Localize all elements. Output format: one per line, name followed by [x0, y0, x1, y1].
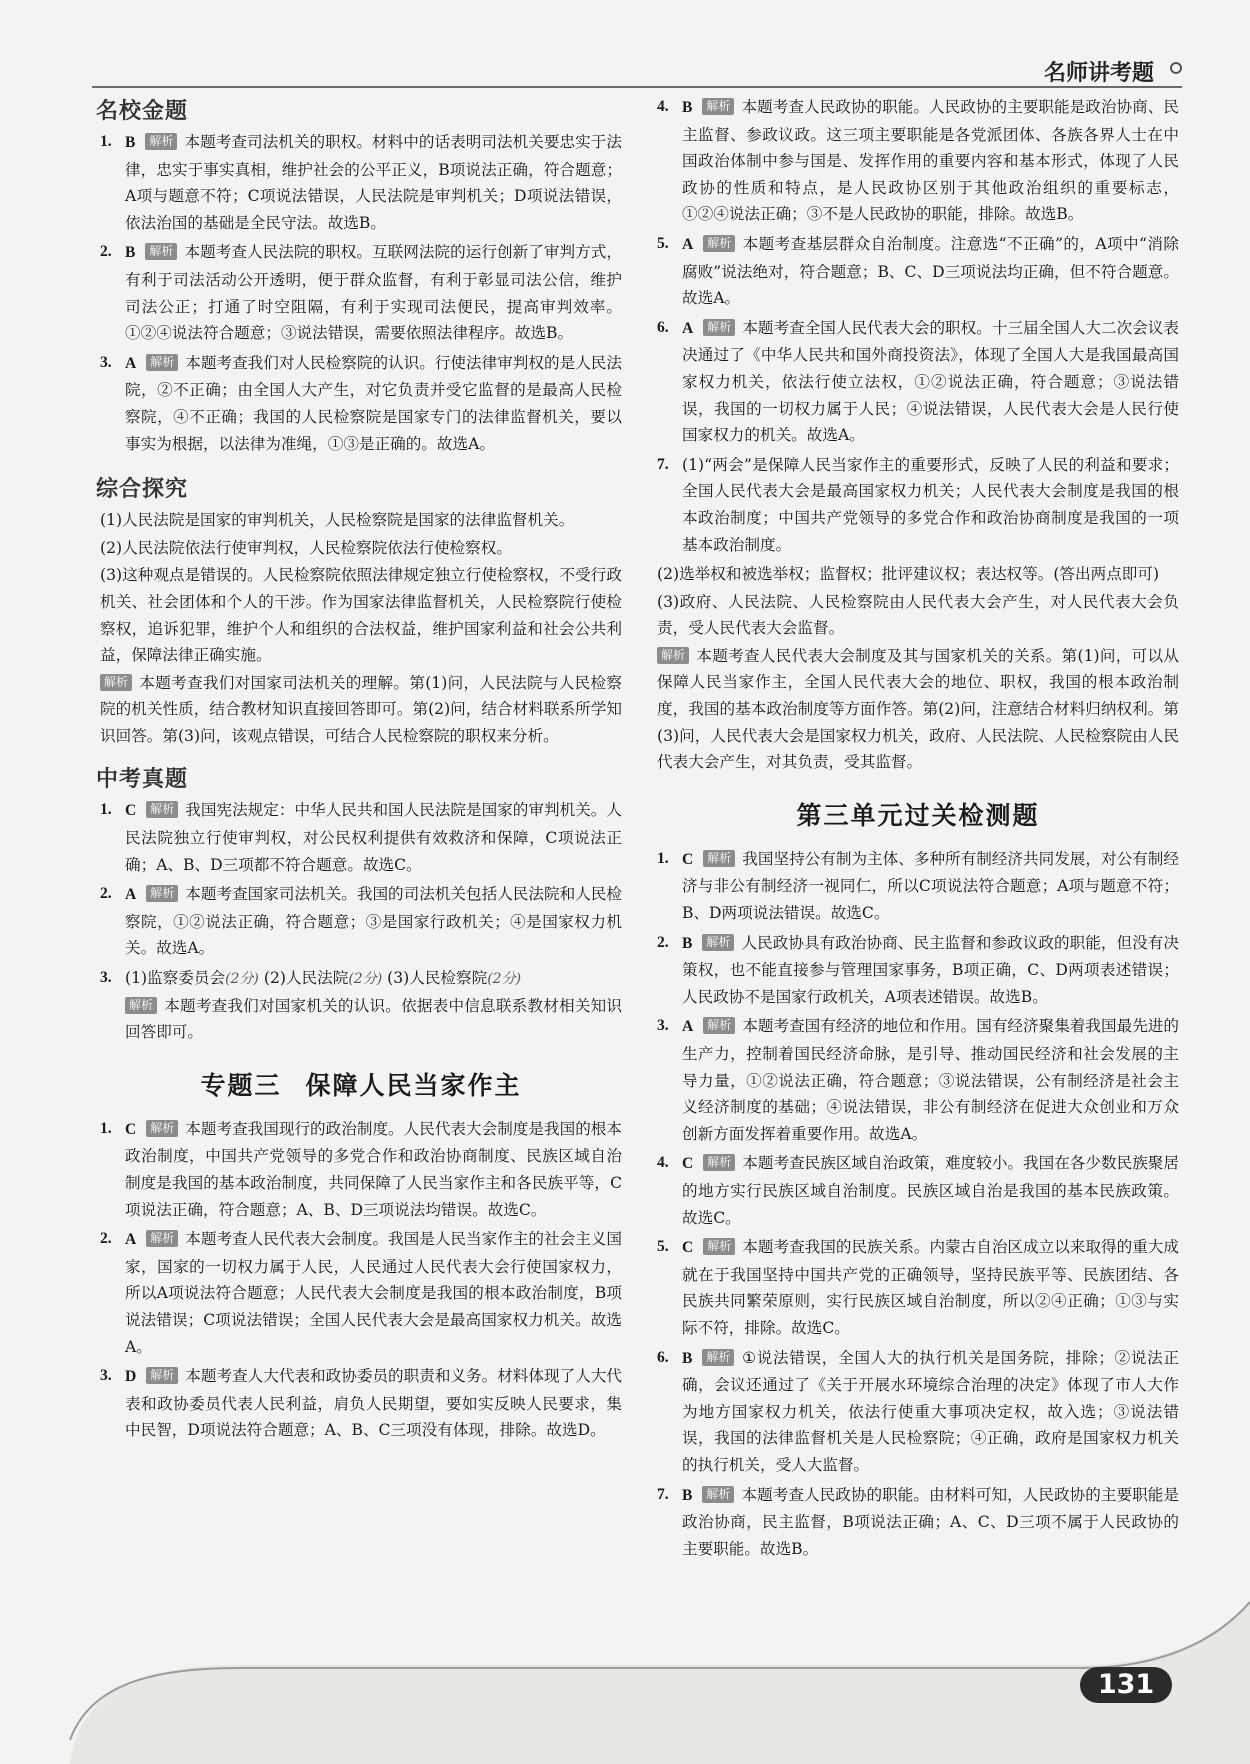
analysis-tag: 解析 — [703, 1238, 735, 1255]
score: (2分) — [487, 971, 522, 988]
answer-item — [657, 846, 1179, 927]
answer-item — [100, 1363, 622, 1444]
analysis-tag: 解析 — [146, 1230, 178, 1247]
item-answer: C — [125, 1120, 137, 1138]
section-title: 中考真题 — [96, 767, 189, 793]
answer-item — [100, 1226, 622, 1360]
item-text: 本题考查人民法院的职权。互联网法院的运行创新了审判方式，有利于司法活动公开透明，便于群众监督，有利于彰显司法公信，维护司法公正；打通了时空阻隔，有利于实现司法便民，提高审判效率。①②④说法符合题意；③说法错误，需要依照法律程序。故选B。 — [125, 243, 622, 343]
item-number: 6. — [657, 318, 669, 336]
analysis-text: 本题考查人民代表大会制度及其与国家机关的关系。第(1)问，可以从保障人民当家作主，全国人民代表大会的地位、职权，我国的根本政治制度，我国的基本政治制度等方面作答。第(2)问，注意结合材料归纳权利。第(3)问，人民代表大会是国家权力机关，政府、人民法院、人民检察院由人民代表大会产生，对其负责，受其监督。 — [657, 646, 1179, 772]
answer-item — [100, 797, 622, 878]
item-text: ①说法错误，全国人大的执行机关是国务院，排除；②说法正确，会议还通过了《关于开展水环境综合治理的决定》体现了市人大作为地方国家权力机关，依法行使重大事项决定权，故入选；③说法错误，我国的法律监督机关是人民检察院；④正确，政府是国家权力机关的执行机关，受人大监督。 — [682, 1348, 1179, 1474]
item-answer: B — [682, 1486, 693, 1504]
analysis-tag: 解析 — [702, 934, 734, 951]
analysis-tag: 解析 — [125, 997, 157, 1014]
item-text: 本题考查国有经济的地位和作用。国有经济聚集着我国最先进的生产力，控制着国民经济命脉，是引导、推动国民经济和社会发展的主导力量，①②说法正确，符合题意；③说法错误，公有制经济是社会主义经济制度的基础；④说法错误，非公有制经济在促进大众创业和万众创新方面发挥着重要作用。故选A。 — [682, 1017, 1179, 1143]
item-number: 7. — [657, 1485, 669, 1503]
analysis-tag: 解析 — [703, 319, 735, 336]
item-answer: C — [682, 1155, 694, 1173]
item-text: 我国宪法规定：中华人民共和国人民法院是国家的审判机关。人民法院独立行使审判权，对公民权利提供有效救济和保障，C项说法正确；A、B、D三项都不符合题意。故选C。 — [125, 801, 622, 874]
item-number: 4. — [657, 1154, 669, 1172]
item-answer: B — [682, 99, 693, 116]
answer-item — [657, 1013, 1179, 1147]
item-number: 6. — [657, 1348, 669, 1366]
item-number: 5. — [657, 234, 669, 252]
item-answer: A — [125, 354, 137, 372]
header-title: 名师讲考题 — [1043, 61, 1154, 86]
item-text: 我国坚持公有制为主体、多种所有制经济共同发展，对公有制经济与非公有制经济一视同仁，所以C项说法符合题意；A项与题意不符；B、D两项说法错误。故选C。 — [682, 849, 1179, 923]
item-answer: A — [125, 886, 137, 904]
item-number: 1. — [100, 801, 112, 819]
section-title: 综合探究 — [96, 477, 189, 503]
item-text: 本题考查人民政协的职能。人民政协的主要职能是政治协商、民主监督、参政议政。这三项主要职能是各党派团体、各族各界人士在中国政治体制中参与国是、发挥作用的重要内容和基本形式，体现了人民政协的性质和特点，是人民政协区别于其他政治组织的重要标志，①②④说法正确；③不是人民政协的职能，排除。故选B。 — [682, 98, 1179, 224]
item-text: 本题考查基层群众自治制度。注意选“不正确”的，A项中“消除腐败”说法绝对，符合题意；B、C、D三项说法均正确，但不符合题意。故选A。 — [682, 234, 1179, 308]
answer-item — [657, 930, 1179, 1011]
left-column — [96, 94, 622, 1447]
answer-part: (2)人民法院 — [263, 969, 349, 988]
item-text: 本题考查人民代表大会制度。我国是人民当家作主的社会主义国家，国家的一切权力属于人民，人民通过人民代表大会行使国家权力，所以A项说法符合题意；人民代表大会制度是我国的根本政治制度，B项说法错误；C项说法错误；全国人民代表大会是最高国家权力机关。故选A。 — [125, 1230, 622, 1356]
item-answer: B — [682, 1349, 693, 1367]
answer-part: (1)监察委员会 — [125, 969, 226, 988]
item-text: 本题考查我们对人民检察院的认识。行使法律审判权的是人民法院，②不正确；由全国人大产生，对它负责并受它监督的是最高人民检察院，④不正确；我国的人民检察院是国家专门的法律监督机关，要以事实为根据，以法律为准绳，①③是正确的。故选A。 — [125, 353, 622, 453]
answer-part: (3)人民检察院 — [387, 969, 488, 988]
answer-paragraph: (1)人民法院是国家的审判机关，人民检察院是国家的法律监督机关。 — [100, 511, 575, 530]
analysis-tag: 解析 — [146, 885, 178, 902]
item-text: 本题考查我国现行的政治制度。人民代表大会制度是我国的根本政治制度，中国共产党领导的多党合作和政治协商制度、民族区域自治制度是我国的基本政治制度，共同保障了人民当家作主和各民族平等，C项说法正确，符合题意；A、B、D三项说法均错误。故选C。 — [125, 1119, 622, 1219]
analysis-tag: 解析 — [703, 1017, 735, 1034]
analysis-text: 本题考查我们对国家司法机关的理解。第(1)问，人民法院与人民检察院的机关性质，结合教材知识直接回答即可。第(2)问，结合材料联系所学知识回答。第(3)问，该观点错误，可结合人民检察院的职权来分析。 — [100, 673, 622, 745]
chapter-name: 保障人民当家作主 — [305, 1070, 522, 1100]
item-number: 5. — [657, 1238, 669, 1256]
analysis-tag: 解析 — [702, 98, 734, 115]
item-answer: A — [682, 319, 694, 337]
chapter-title — [100, 1066, 622, 1102]
analysis-paragraph — [657, 643, 1179, 776]
item-answer: C — [682, 1239, 694, 1257]
item-answer: C — [125, 802, 137, 820]
answer-paragraph: (2)人民法院依法行使审判权，人民检察院依法行使检察权。 — [100, 538, 512, 557]
item-answer: A — [682, 1018, 694, 1036]
chapter-number: 专题三 — [200, 1070, 282, 1100]
analysis-tag: 解析 — [702, 1486, 734, 1503]
answer-item — [100, 881, 622, 962]
item-answer: D — [125, 1368, 137, 1386]
analysis-tag: 解析 — [100, 674, 132, 691]
page-header — [92, 52, 1182, 88]
item-answer: B — [125, 134, 136, 151]
item-number: 1. — [100, 133, 112, 150]
page-number: 131 — [1080, 1667, 1172, 1703]
answer-item — [657, 231, 1179, 312]
item-number: 3. — [100, 353, 112, 371]
answer-item — [657, 315, 1179, 449]
item-text: 本题考查人大代表和政协委员的职责和义务。材料体现了人大代表和政协委员代表人民利益，肩负人民期望，要如实反映人民要求，集中民智，D项说法符合题意；A、B、C三项没有体现，排除。故选D。 — [125, 1367, 622, 1440]
analysis-tag: 解析 — [145, 243, 177, 260]
item-text: 本题考查我国的民族关系。内蒙古自治区成立以来取得的重大成就在于我国坚持中国共产党的正确领导，坚持民族平等、民族团结、各民族共同繁荣原则，实行民族区域自治制度，所以②④正确；①③与实际不符，排除。故选C。 — [682, 1238, 1179, 1337]
answer-item — [100, 350, 622, 457]
item-answer: A — [125, 1231, 137, 1249]
answer-paragraph: (3)政府、人民法院、人民检察院由人民代表大会产生，对人民代表大会负责，受人民代表大会监督。 — [657, 592, 1179, 638]
analysis-tag: 解析 — [145, 133, 177, 150]
score: (2分) — [348, 971, 383, 988]
answer-paragraph: (3)这种观点是错误的。人民检察院依照法律规定独立行使检察权，不受行政机关、社会团体和个人的干涉。作为国家法律监督机关，人民检察院行使检察权，追诉犯罪，维护个人和组织的合法权益，维护国家利益和社会公共利益，保障法律正确实施。 — [100, 566, 622, 665]
item-number: 2. — [100, 243, 112, 261]
item-text: 本题考查民族区域自治政策，难度较小。我国在各少数民族聚居的地方实行民族区域自治制度。民族区域自治是我国的基本民族政策。故选C。 — [682, 1154, 1179, 1227]
footer-curve-decoration — [0, 1440, 1250, 1764]
item-text: 本题考查司法机关的职权。材料中的话表明司法机关要忠实于法律，忠实于事实真相，维护社会的公平正义，B项说法正确，符合题意；A项与题意不符；C项说法错误，人民法院是审判机关；D项说法错误，依法治国的基础是全民守法。故选B。 — [125, 133, 622, 232]
analysis-tag: 解析 — [146, 1367, 178, 1384]
answer-item — [657, 1234, 1179, 1341]
analysis-tag: 解析 — [703, 1154, 735, 1171]
answer-item — [100, 129, 622, 236]
circle-icon — [1170, 62, 1182, 74]
item-number: 1. — [100, 1119, 112, 1137]
analysis-tag: 解析 — [703, 850, 735, 867]
answer-item — [100, 1116, 622, 1223]
item-number: 3. — [657, 1017, 669, 1035]
item-text: 人民政协具有政治协商、民主监督和参政议政的职能，但没有决策权，也不能直接参与管理国家事务，B项正确，C、D两项表述错误；人民政协不是国家行政机关，A项表述错误。故选B。 — [682, 933, 1179, 1006]
item-number: 3. — [100, 969, 112, 987]
answer-item — [657, 452, 1179, 558]
analysis-paragraph — [100, 670, 622, 750]
answer-item — [657, 94, 1179, 228]
item-number: 1. — [657, 849, 669, 867]
item-answer: B — [125, 244, 136, 262]
item-number: 4. — [657, 98, 669, 115]
item-number: 3. — [100, 1367, 112, 1385]
answer-paragraph: (2)选举权和被选举权；监督权；批评建议权；表达权等。(答出两点即可) — [657, 565, 1160, 584]
item-number: 2. — [100, 1230, 112, 1248]
answer-item — [657, 1150, 1179, 1231]
item-answer: C — [682, 850, 694, 868]
analysis-tag: 解析 — [146, 1120, 178, 1137]
analysis-tag: 解析 — [702, 1349, 734, 1366]
item-text: 本题考查人民政协的职能。由材料可知，人民政协的主要职能是政治协商，民主监督，B项说法正确；A、C、D三项不属于人民政协的主要职能。故选B。 — [682, 1485, 1179, 1558]
item-text: 本题考查国家司法机关。我国的司法机关包括人民法院和人民检察院，①②说法正确，符合题意；③是国家行政机关；④是国家权力机关。故选A。 — [125, 885, 622, 958]
analysis-tag: 解析 — [657, 647, 689, 664]
section-title: 名校金题 — [96, 99, 189, 124]
item-answer: A — [682, 235, 694, 253]
item-number: 7. — [657, 455, 669, 473]
item-number: 2. — [100, 885, 112, 903]
analysis-tag: 解析 — [146, 801, 178, 818]
item-text: 本题考查我们对国家机关的认识。依据表中信息联系教材相关知识回答即可。 — [125, 996, 622, 1042]
item-answer: B — [682, 934, 693, 952]
item-text: 本题考查全国人民代表大会的职权。十三届全国人大二次会议表决通过了《中华人民共和国外商投资法》，体现了全国人大是我国最高国家权力机关，依法行使立法权，①②说法正确，符合题意；③说法错误，我国的一切权力属于人民；④说法错误，人民代表大会是人民行使国家权力的机关。故选A。 — [682, 318, 1179, 445]
score: (2分) — [225, 971, 259, 988]
answer-item — [100, 965, 622, 1046]
analysis-tag: 解析 — [703, 235, 735, 252]
answer-item — [100, 239, 622, 346]
unit-title: 第三单元过关检测题 — [796, 800, 1040, 830]
item-number: 2. — [657, 933, 669, 951]
answer-part: (1)“两会”是保障人民当家作主的重要形式，反映了人民的利益和要求；全国人民代表大会是最高国家权力机关；人民代表大会制度是我国的根本政治制度；中国共产党领导的多党合作和政治协商制度是我国的一项基本政治制度。 — [682, 455, 1179, 554]
analysis-tag: 解析 — [146, 354, 178, 371]
right-column — [657, 94, 1179, 1565]
